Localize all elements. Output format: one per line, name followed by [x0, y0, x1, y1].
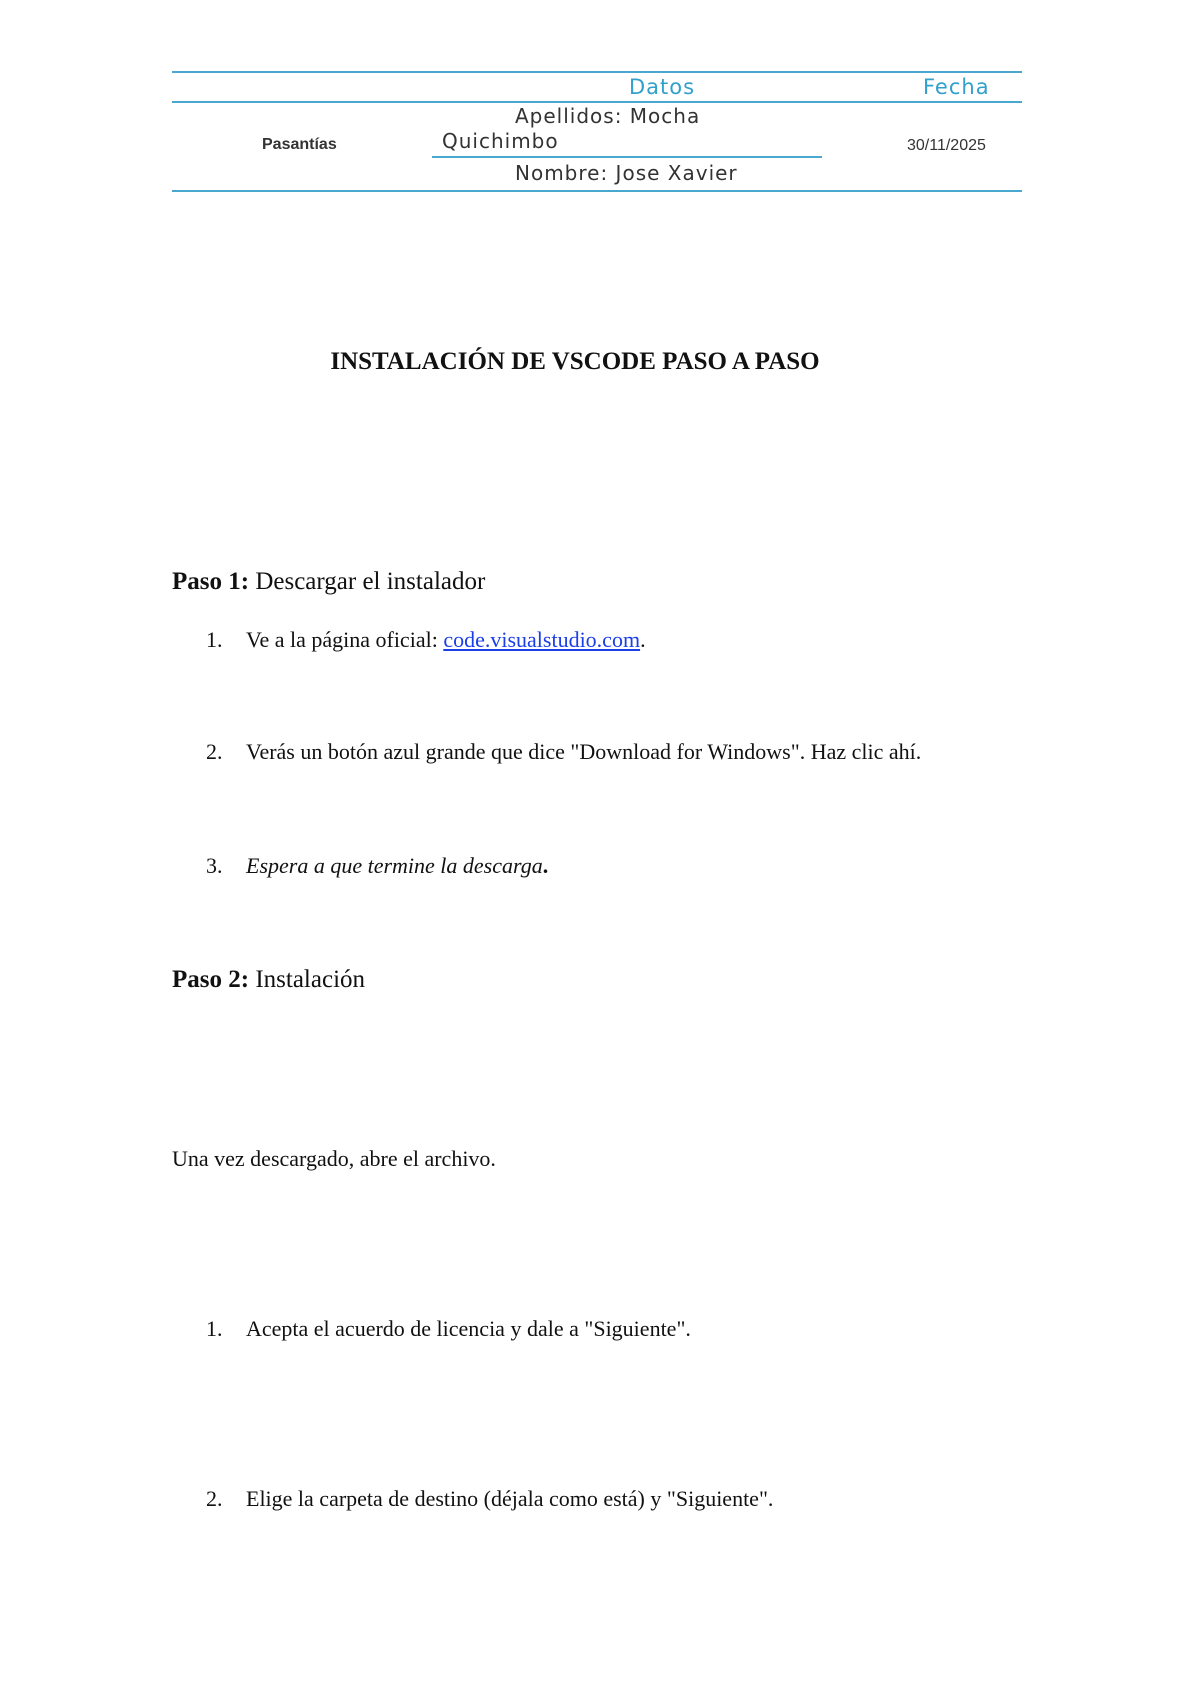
list-number: 2. — [206, 739, 223, 764]
header-apellidos-line2: Quichimbo — [442, 129, 559, 153]
list-item-text-after: . — [640, 627, 646, 652]
header-apellidos-line1: Apellidos: Mocha — [515, 104, 701, 128]
header-fecha-value: 30/11/2025 — [907, 137, 986, 154]
header-bottom-border — [172, 190, 1022, 192]
header-nombre: Nombre: Jose Xavier — [515, 161, 738, 185]
step1-list-item-2 — [206, 739, 921, 765]
header-row-label: Pasantías — [262, 136, 337, 153]
list-item-text: Acepta el acuerdo de licencia y dale a "Siguiente". — [246, 1316, 691, 1341]
step2-heading-text: Instalación — [249, 966, 366, 993]
step2-label: Paso 2: — [172, 966, 250, 993]
step2-list-item-2 — [206, 1486, 773, 1512]
list-number: 1. — [206, 1316, 223, 1341]
list-number: 3. — [206, 853, 223, 878]
step2-list-item-1 — [206, 1316, 691, 1342]
list-item-text: Elige la carpeta de destino (déjala como está) y "Siguiente". — [246, 1486, 774, 1511]
header-col-fecha: Fecha — [923, 75, 990, 99]
list-item-text: Espera a que termine la descarga — [246, 853, 543, 878]
step1-list-item-1 — [206, 627, 646, 653]
step2-intro: Una vez descargado, abre el archivo. — [172, 1146, 496, 1171]
header-col-datos: Datos — [629, 75, 696, 99]
header-field-divider — [432, 156, 822, 158]
step1-list-item-3 — [206, 853, 548, 879]
list-item-text-after: . — [542, 853, 549, 878]
header-top-border — [172, 71, 1022, 73]
vscode-download-link[interactable]: code.visualstudio.com — [443, 627, 641, 652]
list-item-text: Verás un botón azul grande que dice "Download for Windows". Haz clic ahí. — [246, 739, 922, 764]
header-row-divider — [172, 101, 1022, 103]
list-number: 2. — [206, 1486, 223, 1511]
document-title: INSTALACIÓN DE VSCODE PASO A PASO — [330, 348, 820, 375]
step1-heading — [172, 568, 485, 596]
step2-heading — [172, 966, 365, 994]
step1-heading-text: Descargar el instalador — [249, 568, 486, 595]
list-number: 1. — [206, 627, 223, 652]
list-item-text: Ve a la página oficial: — [246, 627, 444, 652]
step1-label: Paso 1: — [172, 568, 250, 595]
